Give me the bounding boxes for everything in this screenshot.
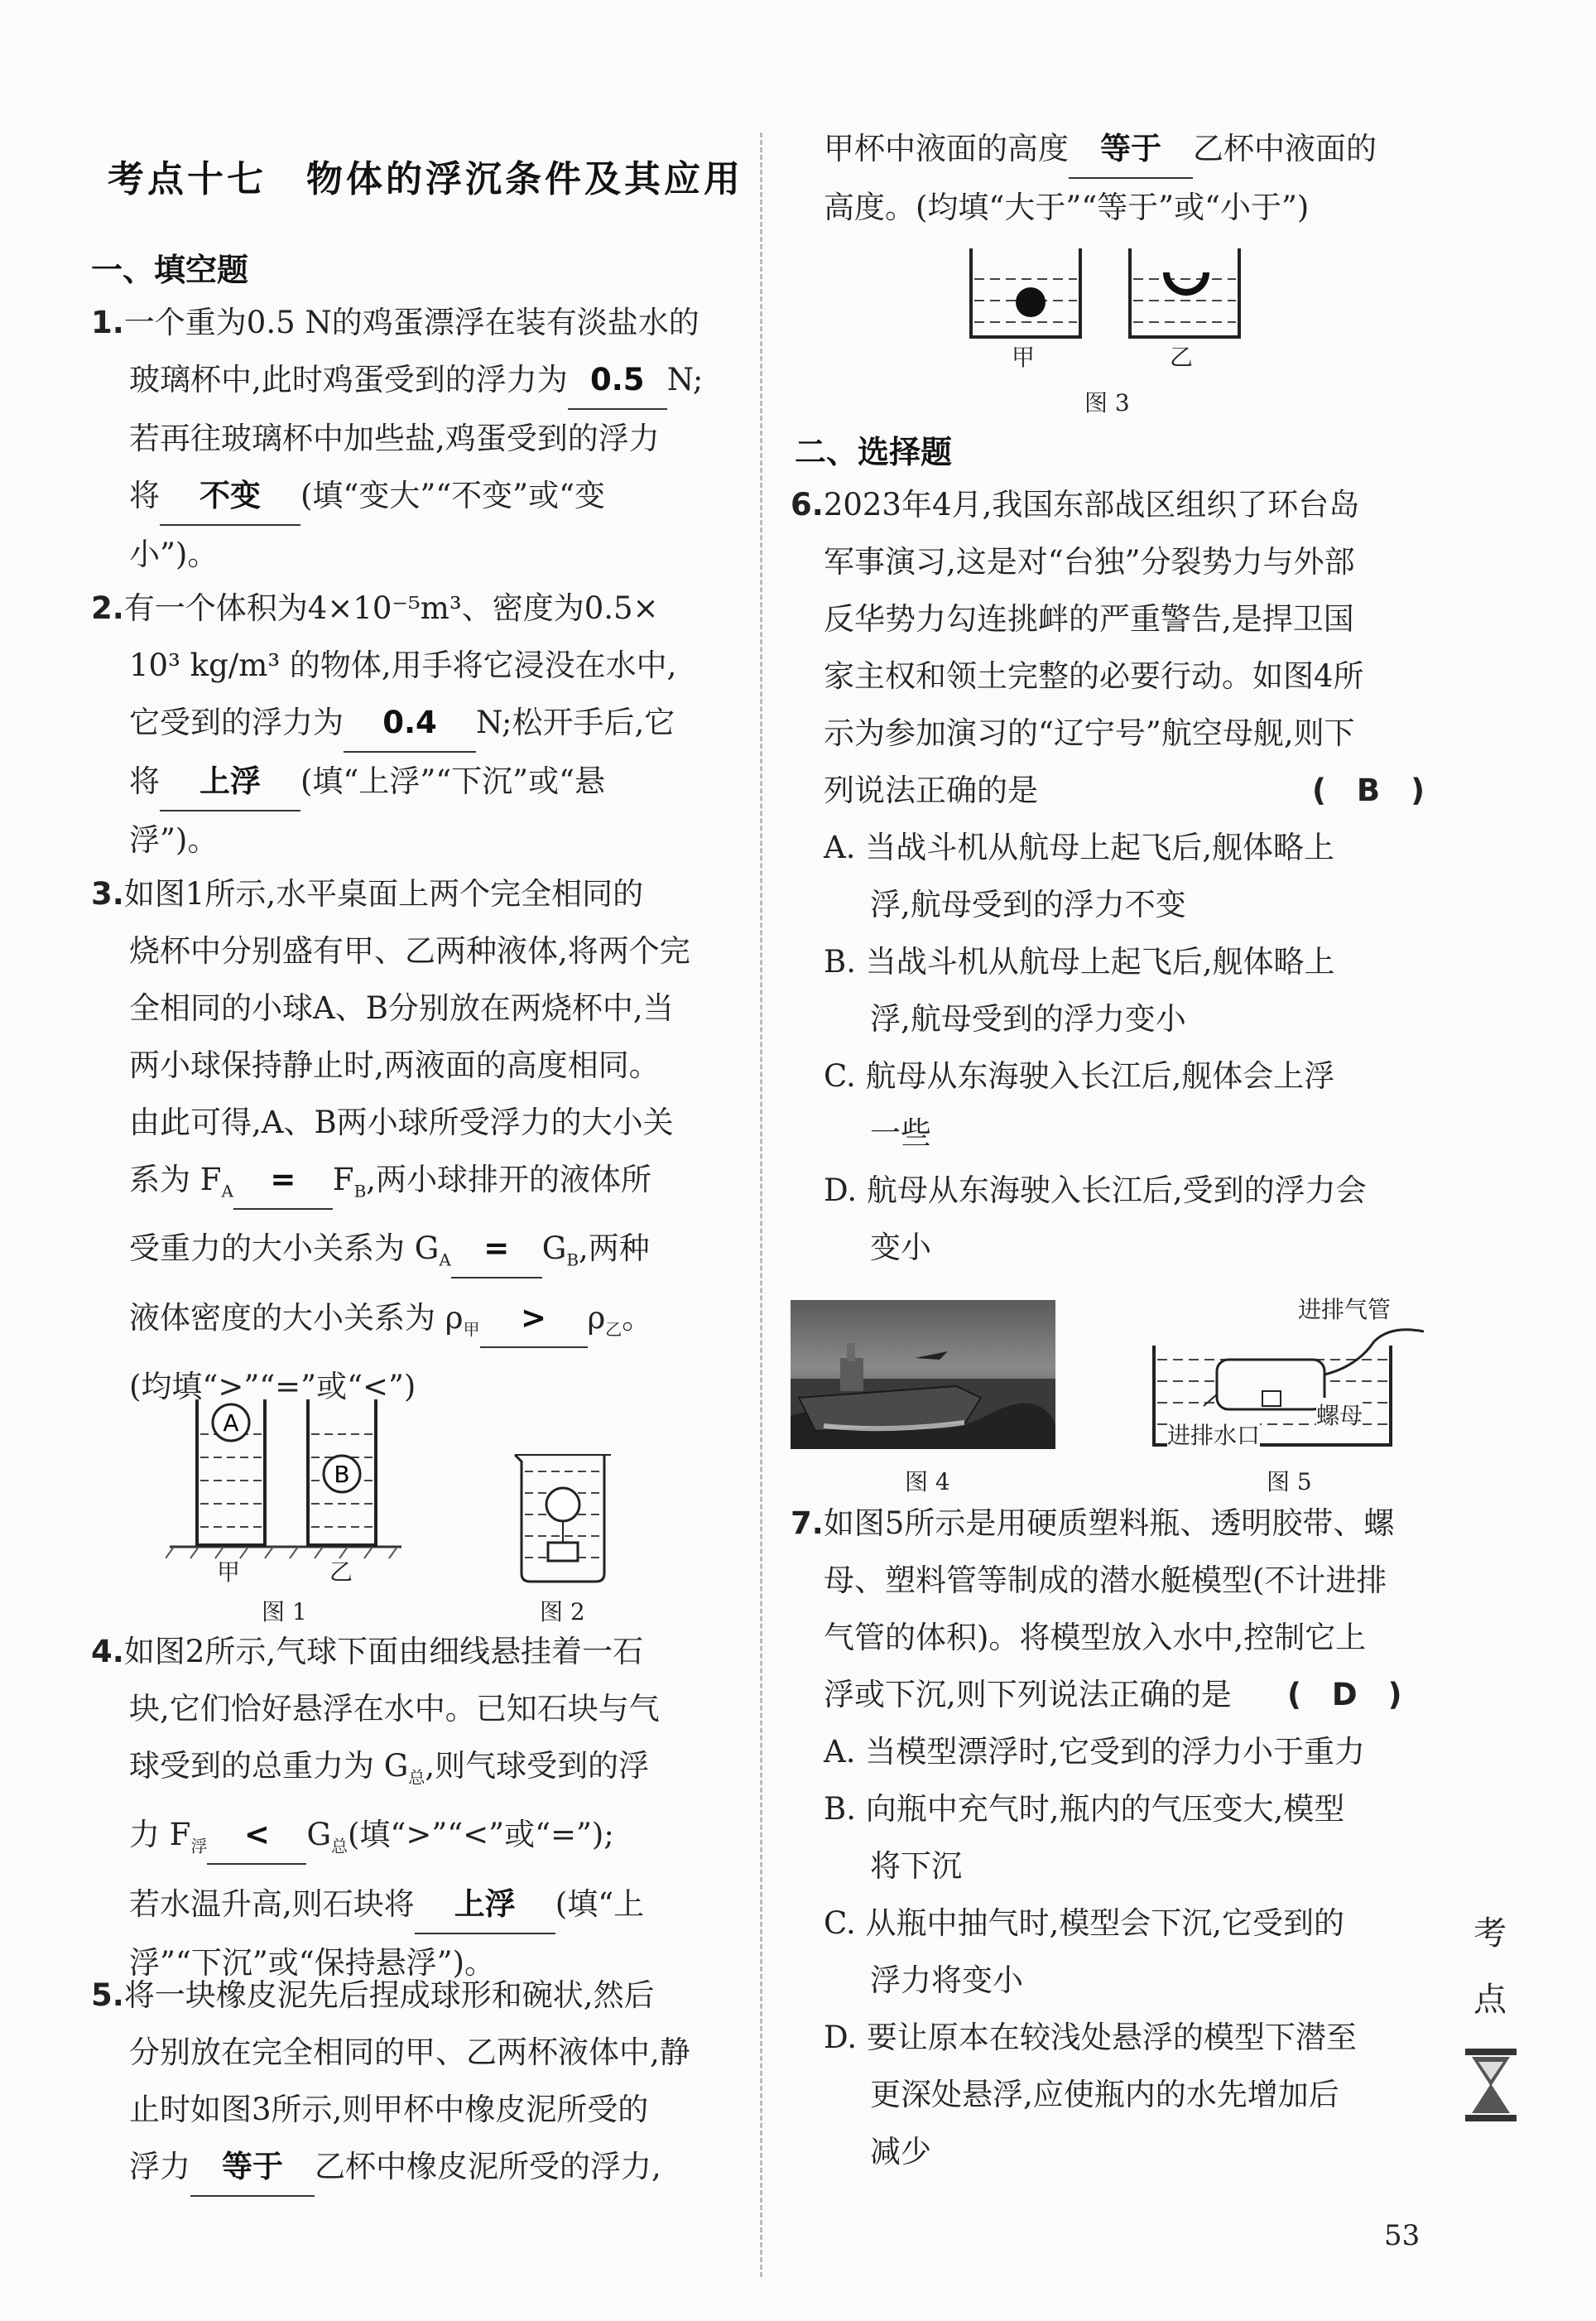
q4-answer-1: < [207, 1806, 306, 1865]
fig3-label-yi: 乙 [1170, 344, 1194, 371]
q5-number: 5. [91, 1977, 124, 2013]
question-2: 2.有一个体积为4×10⁻⁵m³、密度为0.5× 10³ kg/m³ 的物体,用手将它浸没在水中, 它受到的浮力为 0.4 N;松开手后,它 将 上浮 (填“上浮”“下沉”或“悬 浮”)。 [91, 590, 677, 858]
q6-number: 6. [791, 487, 824, 522]
ball-a-label: A [223, 1409, 239, 1437]
q1-answer-1: 0.5 [568, 351, 667, 410]
fig2-caption: 图 2 [540, 1598, 585, 1625]
fig4-caption: 图 4 [905, 1468, 950, 1495]
q2-number: 2. [91, 590, 124, 626]
figure-2 [505, 1445, 621, 1586]
q2-answer-2: 上浮 [160, 753, 300, 811]
q2-answer-1: 0.4 [344, 694, 476, 753]
q7-answer: ( D ) [1287, 1677, 1402, 1712]
stone [548, 1543, 578, 1561]
q4-answer-2: 上浮 [415, 1876, 555, 1934]
hourglass-icon [1462, 2045, 1520, 2128]
fig3-caption: 图 3 [1084, 389, 1130, 417]
fig5-label-pipe: 进排气管 [1298, 1296, 1392, 1323]
balloon [546, 1488, 579, 1521]
fig5-label-port: 进排水口 [1167, 1418, 1260, 1451]
q6-answer: ( B ) [1312, 773, 1425, 808]
column-divider [760, 132, 762, 2277]
figure-1 [166, 1383, 406, 1573]
nut [1262, 1391, 1281, 1406]
question-5: 5.将一块橡皮泥先后捏成球形和碗状,然后 分别放在完全相同的甲、乙两杯液体中,静 止时如图3所示,则甲杯中橡皮泥所受的 浮力 等于 乙杯中橡皮泥所受的浮力, [91, 1967, 745, 2197]
figure-4-carrier-photo [791, 1300, 1055, 1449]
q3-number: 3. [91, 876, 124, 912]
q1-answer-2: 不变 [160, 467, 300, 526]
side-tab: 考 点 [1473, 1914, 1507, 2019]
question-5-continued: 甲杯中液面的高度 等于 乙杯中液面的 高度。(均填“大于”“等于”或“小于”) [824, 120, 1469, 236]
clay-bowl [1163, 272, 1209, 296]
q5-answer-2: 等于 [1069, 120, 1193, 179]
question-1: 1.一个重为0.5 N的鸡蛋漂浮在装有淡盐水的 玻璃杯中,此时鸡蛋受到的浮力为 0.5 N; 若再往玻璃杯中加些盐,鸡蛋受到的浮力 将 不变 (填“变大”“不变”或“变 小”)。 [91, 305, 704, 572]
question-7: 7.如图5所示是用硬质塑料瓶、透明胶带、螺 母、塑料管等制成的潜水艇模型(不计进排 气管的体积)。将模型放入水中,控制它上 浮或下沉,则下列说法正确的是 ( D ) A. 当模型漂浮时,它受到的浮力小于重力 B. 向瓶中充气时,瓶内的气压变大,模型 将下沉 C. 从瓶中抽气时,模型会下沉,它受到的 浮力将变小 D. 要让原本在较浅处悬浮的模型下潜至 更深处悬浮,应使瓶内的水先增加后 减少 [791, 1505, 1402, 2169]
q3-answer-2: = [451, 1220, 542, 1278]
fig1-label-yi: 乙 [329, 1558, 353, 1586]
page-title: 考点十七 物体的浮沉条件及其应用 [108, 158, 743, 200]
fig5-label-nut: 螺母 [1316, 1398, 1363, 1431]
figure-3 [964, 244, 1262, 352]
question-4: 4.如图2所示,气球下面由细线悬挂着一石 块,它们恰好悬浮在水中。已知石块与气 球受到的总重力为 $G_总$,则气球受到的浮 力 $F_浮 < G_总$(填“>”“<”或“=”); 若水温升高,则石块将 上浮 (填“上 浮”“下沉”或“保持悬浮”)。 [91, 1634, 660, 1981]
q4-number: 4. [91, 1634, 124, 1669]
q7-number: 7. [791, 1505, 824, 1541]
page-number: 53 [1384, 2219, 1421, 2252]
question-3: 3.如图1所示,水平桌面上两个完全相同的 烧杯中分别盛有甲、乙两种液体,将两个完 全相同的小球A、B分别放在两烧杯中,当 两小球保持静止时,两液面的高度相同。 由此可得,A、B两小球所受浮力的大小关 系为 $F_A = F_B$,两小球排开的液体所 受重力的大小关系为 $G_A = G_B$,两种 液体密度的大小关系为 $\rho_甲 > \rho_乙$。 (均填“>”“=”或“<”) [91, 876, 690, 1405]
fig5-caption: 图 5 [1267, 1468, 1312, 1495]
fig1-caption: 图 1 [262, 1598, 307, 1625]
section-multiple-choice: 二、选择题 [795, 434, 953, 470]
fig3-label-jia: 甲 [1012, 344, 1036, 371]
air-tube [1324, 1330, 1424, 1375]
q3-answer-1: = [233, 1151, 333, 1210]
section-fill-in: 一、填空题 [91, 252, 249, 288]
q5-answer-1: 等于 [190, 2138, 315, 2197]
clay-ball [1016, 287, 1046, 317]
ball-b-label: B [334, 1461, 350, 1488]
question-6: 6.2023年4月,我国东部战区组织了环台岛 军事演习,这是对“台独”分裂势力与外部 反华势力勾连挑衅的严重警告,是捍卫国 家主权和领土完整的必要行动。如图4所 示为参加演习的“辽宁号”航空母舰,则下 列说法正确的是 ( B ) A. 当战斗机从航母上起飞后,舰体略上 浮,航母受到的浮力不变 B. 当战斗机从航母上起飞后,舰体略上 浮,航母受到的浮力变小 C. 航母从东海驶入长江后,舰体会上浮 一些 D. 航母从东海驶入长江后,受到的浮力会 变小 [791, 487, 1425, 1265]
q3-answer-3: > [480, 1289, 588, 1348]
q1-number: 1. [91, 305, 124, 340]
fig1-label-jia: 甲 [217, 1558, 241, 1586]
